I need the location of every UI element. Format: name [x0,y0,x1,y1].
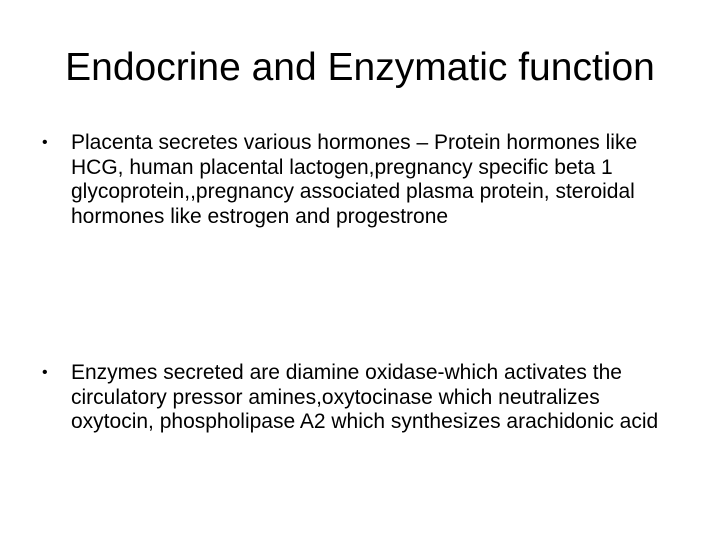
bullet-marker: • [42,364,48,381]
bullet-item [36,131,676,229]
bullet-item [36,361,676,435]
bullet-text: Enzymes secreted are diamine oxidase-which activates the circulatory pressor amines,oxytocinase which neutralizes oxytocin, phospholipase A2 which synthesizes arachidonic acid [71,361,659,433]
slide-title: Endocrine and Enzymatic function [65,46,655,89]
bullet-marker: • [42,134,48,151]
bullet-text: Placenta secretes various hormones – Protein hormones like HCG, human placental lactogen,pregnancy specific beta 1 glycoprotein,,pregnancy associated plasma protein, steroidal hormones like estrogen and progestrone [71,131,638,228]
